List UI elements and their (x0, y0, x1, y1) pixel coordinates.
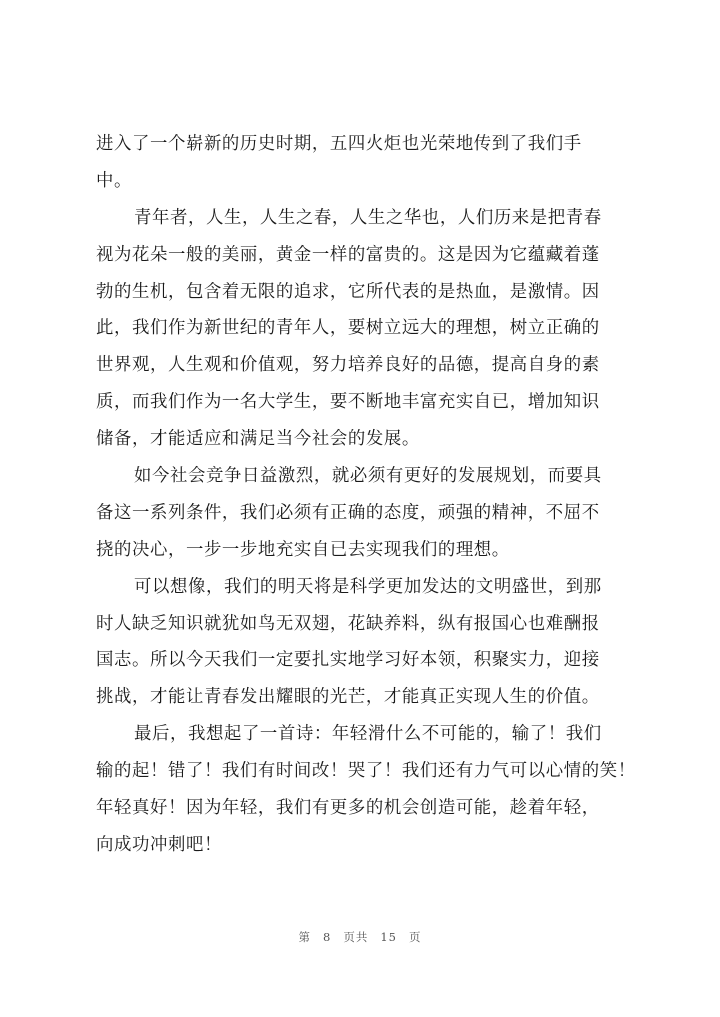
paragraph-start: 如今社会竞争日益激烈，就必须有更好的发展规划，而要具 (134, 466, 602, 487)
text-line: 国志。所以今天我们一定要扎实地学习好本领，积聚实力，迎接 (96, 650, 600, 671)
paragraph-start: 最后，我想起了一首诗：年轻滑什么不可能的，输了！我们 (134, 724, 602, 745)
text-line: 视为花朵一般的美丽，黄金一样的富贵的。这是因为它蕴藏着蓬 (96, 244, 600, 265)
text-line: 输的起！错了！我们有时间改！哭了！我们还有力气可以心情的笑！ (96, 761, 636, 782)
text-line: 时人缺乏知识就犹如鸟无双翅，花缺养料，纵有报国心也难酬报 (96, 613, 600, 634)
page-label-mid: 页共 (343, 930, 369, 944)
text-line: 备这一系列条件，我们必须有正确的态度，顽强的精神，不屈不 (96, 502, 600, 523)
document-body (96, 126, 636, 864)
text-line: 勃的生机，包含着无限的追求，它所代表的是热血，是激情。因 (96, 281, 600, 302)
total-pages-number: 15 (380, 930, 397, 944)
text-line: 世界观，人生观和价值观，努力培养良好的品德，提高自身的素 (96, 355, 600, 376)
page-label-prefix: 第 (298, 930, 312, 944)
text-line: 挑战，才能让青春发出耀眼的光芒，才能真正实现人生的价值。 (96, 687, 600, 708)
page-label-suffix: 页 (408, 930, 422, 944)
text-line: 质，而我们作为一名大学生，要不断地丰富充实自已，增加知识 (96, 392, 600, 413)
paragraph-start: 青年者，人生，人生之春，人生之华也，人们历来是把青春 (134, 207, 602, 228)
text-line: 此，我们作为新世纪的青年人，要树立远大的理想，树立正确的 (96, 318, 600, 339)
text-line: 向成功冲刺吧！ (96, 834, 222, 855)
text-line: 进入了一个崭新的历史时期，五四火炬也光荣地传到了我们手 (96, 134, 582, 154)
current-page-number: 8 (323, 930, 332, 944)
text-line: 年轻真好！因为年轻，我们有更多的机会创造可能，趁着年轻， (96, 798, 600, 819)
text-line: 储备，才能适应和满足当今社会的发展。 (96, 429, 420, 450)
text-line: 挠的决心，一步一步地充实自已去实现我们的理想。 (96, 539, 510, 560)
paragraph-start: 可以想像，我们的明天将是科学更加发达的文明盛世，到那 (134, 576, 602, 597)
page-footer (0, 929, 720, 945)
text-line: 中。 (96, 170, 132, 191)
